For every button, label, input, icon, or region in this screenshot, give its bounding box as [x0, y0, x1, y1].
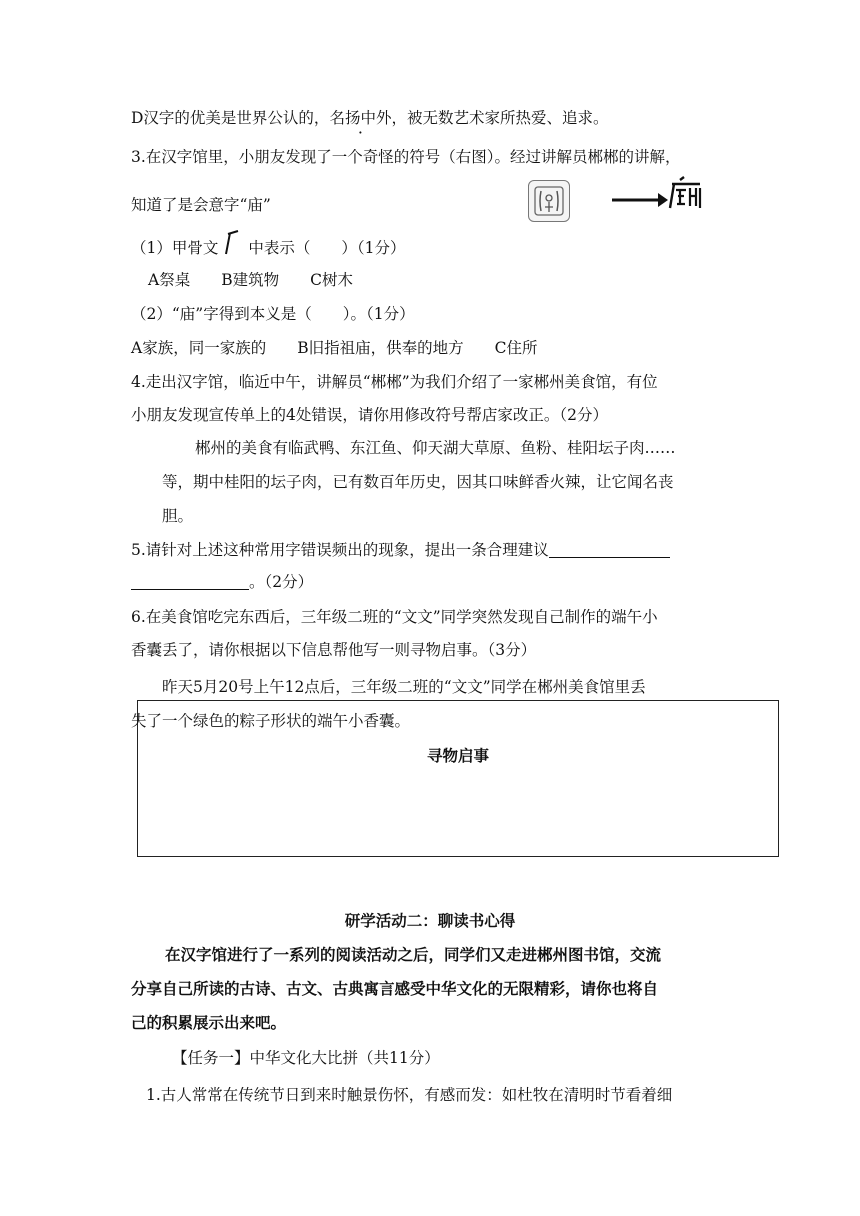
answer-blank[interactable] — [549, 541, 670, 558]
q5-line2 — [131, 572, 313, 592]
q4-para2: 等，期中桂阳的坛子肉，已有数百年历史，因其口味鲜香火辣，让它闻名丧 — [162, 473, 674, 491]
q3-sub1 — [131, 238, 406, 258]
q5-points: 。（2分） — [249, 573, 314, 591]
task1-heading: 【任务一】中华文化大比拼（共11分） — [172, 1049, 440, 1067]
q4-para3: 胆。 — [162, 507, 194, 525]
q6-info2: 失了一个绿色的粽子形状的端午小香囊。 — [131, 712, 411, 730]
q3-sub1-suffix: 中表示（ ）（1分） — [248, 239, 406, 257]
q2-option-d-text-end: ，被无数艺术家所热爱、追求。 — [391, 109, 609, 127]
q5-prompt: 5.请针对上述这种常用字错误频出的现象，提出一条合理建议 — [131, 541, 549, 559]
task1-q1: 1.古人常常在传统节日到来时触景伤怀，有感而发：如杜牧在清明时节看着细 — [146, 1086, 673, 1104]
seal-script-miao-icon — [666, 176, 704, 214]
q4-line2: 小朋友发现宣传单上的4处错误，请你用修改符号帮店家改正。（2分） — [131, 406, 608, 424]
q5-line1 — [131, 540, 670, 560]
box-title: 寻物启事 — [426, 746, 489, 765]
activity2-title: 研学活动二：聊读书心得 — [344, 911, 516, 930]
q4-line1: 4.走出汉字馆，临近中午，讲解员“郴郴”为我们介绍了一家郴州美食馆，有位 — [131, 373, 658, 391]
q2-option-d — [131, 108, 608, 128]
activity2-intro2: 分享自己所读的古诗、古文、古典寓言感受中华文化的无限精彩，请你也将自 — [131, 979, 659, 998]
activity2-intro3: 己的积累展示出来吧。 — [131, 1013, 287, 1032]
q4-para1: 郴州的美食有临武鸭、东江鱼、仰天湖大草原、鱼粉、桂阳坛子肉…… — [195, 439, 676, 457]
oracle-bone-glyph-icon — [218, 238, 248, 258]
q6-line1: 6.在美食馆吃完东西后，三年级二班的“文文”同学突然发现自己制作的端午小 — [131, 608, 658, 626]
q3-line2: 知道了是会意字“庙” — [131, 196, 271, 214]
q3-sub1-options: A祭桌 B建筑物 C树木 — [148, 271, 353, 289]
q3-sub2-options: A家族，同一家族的 B旧指祖庙，供奉的地方 C住所 — [131, 339, 538, 357]
q2-option-d-text: D汉字的优美是世界公认的， — [131, 109, 330, 127]
q3-line1: 3.在汉字馆里，小朋友发现了一个奇怪的符号（右图）。经过讲解员郴郴的讲解， — [131, 148, 681, 166]
emphasized-idiom: 名扬中外 — [329, 109, 392, 127]
answer-blank-continued[interactable] — [131, 573, 249, 590]
q6-line2: 香囊丢了，请你根据以下信息帮他写一则寻物启事。（3分） — [131, 641, 537, 659]
q3-sub2: （2）“庙”字得到本义是（ ）。（1分） — [131, 305, 415, 323]
arrow-right-icon — [610, 190, 670, 214]
activity2-intro1: 在汉字馆进行了一系列的阅读活动之后，同学们又走进郴州图书馆，交流 — [165, 945, 662, 964]
oracle-seal-icon — [528, 180, 570, 222]
q3-sub1-prefix: （1）甲骨文 — [131, 239, 219, 257]
q6-info1: 昨天5月20号上午12点后，三年级二班的“文文”同学在郴州美食馆里丢 — [162, 678, 646, 696]
